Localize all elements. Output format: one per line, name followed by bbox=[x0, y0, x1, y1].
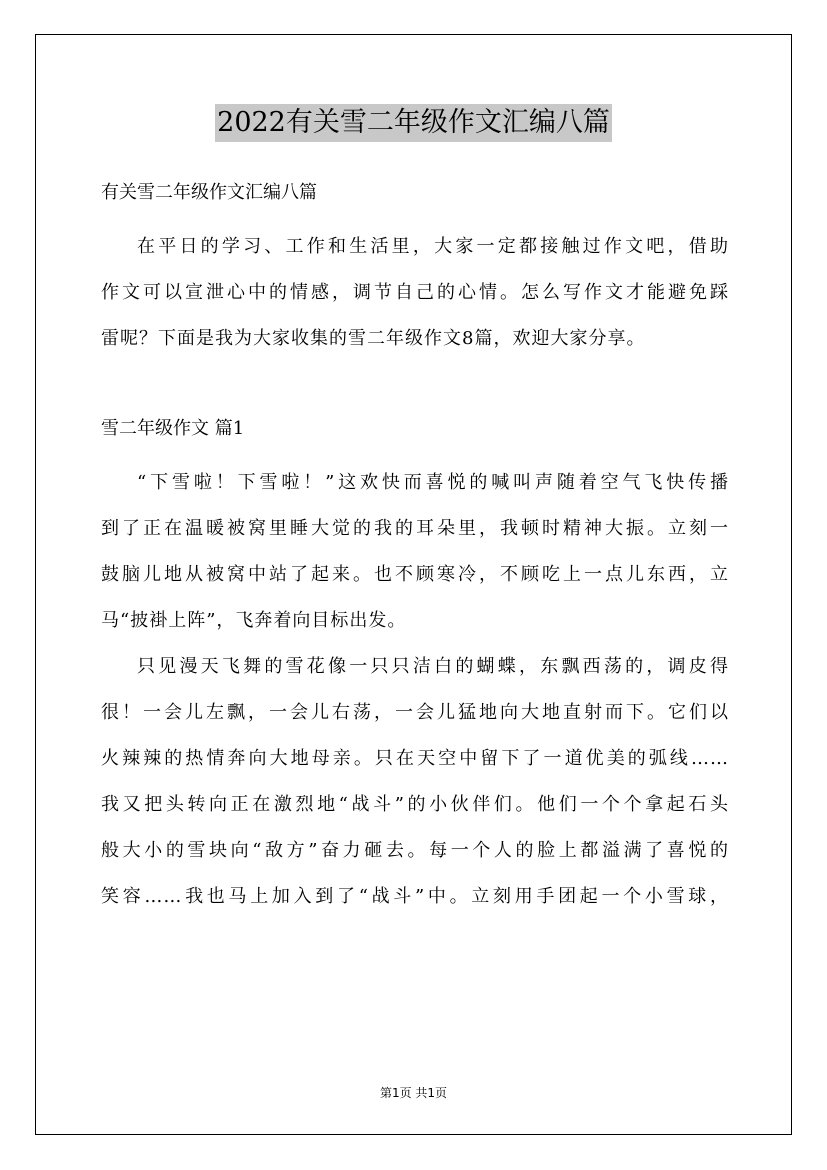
document-body bbox=[101, 178, 729, 928]
paragraph-line: 火辣辣的热情奔向大地母亲。只在天空中留下了一道优美的弧线…… bbox=[101, 748, 729, 769]
title-block bbox=[0, 104, 827, 142]
paragraph-line: 般大小的雪块向“敌方”奋力砸去。每一个人的脸上都溢满了喜悦的 bbox=[101, 840, 729, 861]
paragraph-line: 我又把头转向正在激烈地“战斗”的小伙伴们。他们一个个拿起石头 bbox=[101, 794, 729, 815]
intro-paragraph bbox=[101, 232, 729, 370]
paragraph-line: 鼓脑儿地从被窝中站了起来。也不顾寒冷，不顾吃上一点儿东西，立 bbox=[101, 564, 729, 585]
paragraph-line: “下雪啦！下雪啦！”这欢快而喜悦的喊叫声随着空气飞快传播 bbox=[137, 472, 729, 493]
paragraph-line: 只见漫天飞舞的雪花像一只只洁白的蝴蝶，东飘西荡的，调皮得 bbox=[137, 656, 729, 677]
paragraph-line: 到了正在温暖被窝里睡大觉的我的耳朵里，我顿时精神大振。立刻一 bbox=[101, 518, 729, 539]
paragraph-line: 笑容……我也马上加入到了“战斗”中。立刻用手团起一个小雪球， bbox=[101, 886, 729, 907]
paragraph-line: 在平日的学习、工作和生活里，大家一定都接触过作文吧，借助 bbox=[137, 236, 729, 257]
page-number-footer: 第1页 共1页 bbox=[379, 1086, 448, 1100]
paragraph-line: 作文可以宣泄心中的情感，调节自己的心情。怎么写作文才能避免踩 bbox=[101, 282, 729, 303]
essay-paragraph-2 bbox=[101, 652, 729, 928]
document-subtitle: 有关雪二年级作文汇编八篇 bbox=[101, 182, 317, 203]
essay-paragraph-1 bbox=[101, 468, 729, 652]
paragraph-line: 很！一会儿左飘，一会儿右荡，一会儿猛地向大地直射而下。它们以 bbox=[101, 702, 729, 723]
paragraph-line: 雷呢？下面是我为大家收集的雪二年级作文8篇，欢迎大家分享。 bbox=[101, 328, 646, 349]
section-heading: 雪二年级作文 篇1 bbox=[101, 418, 245, 439]
document-title: 2022有关雪二年级作文汇编八篇 bbox=[215, 104, 612, 142]
paragraph-line: 马“披褂上阵”，飞奔着向目标出发。 bbox=[101, 610, 407, 631]
